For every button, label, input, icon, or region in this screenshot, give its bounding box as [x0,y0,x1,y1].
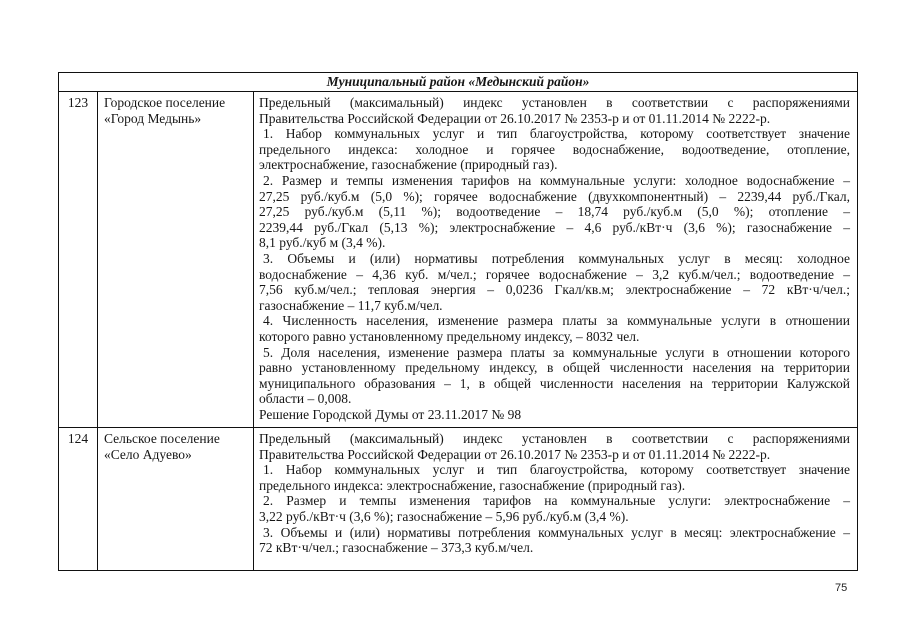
description-paragraph [259,525,850,556]
description-cell [254,92,858,427]
text-line: области – 0,008. [259,391,352,407]
tariff-table [58,72,858,571]
description-paragraph [259,431,850,462]
description-paragraph [259,407,850,423]
settlement-name-line: «Село Адуево» [104,446,192,462]
description-paragraph [259,345,850,407]
table-section-header [59,73,858,92]
settlement-name-line: «Город Медынь» [104,110,202,126]
text-line: 4. Численность населения, изменение размера платы за коммунальные услуги в отношении [263,313,850,329]
description-paragraph [259,95,850,126]
text-line: Правительства Российской Федерации от 26.10.2017 № 2353-р и от 01.11.2014 № 2222-р. [259,446,771,462]
text-line: 3. Объемы и (или) нормативы потребления коммунальных услуг в месяц: электроснабжение – [263,524,850,540]
text-line: Предельный (максимальный) индекс установлен в соответствии с распоряжениями [259,95,850,110]
description-paragraph [259,462,850,493]
text-line: которого равно установленному предельному индексу, – 8032 чел. [259,328,640,344]
text-line: 2. Размер и темпы изменения тарифов на коммунальные услуги: электроснабжение – [263,493,850,509]
description-paragraph [259,313,850,344]
text-line: водоснабжение – 4,36 куб. м/чел.; горячее водоснабжение – 3,2 куб.м/чел.; водоотведение – [259,266,850,282]
text-line: 27,25 руб./куб.м (5,0 %); горячее водоснабжение (двухкомпонентный) – 2239,44 руб./Гкал, [259,188,850,204]
settlement-name-line: Сельское поселение [104,431,220,446]
description-cell [254,428,858,570]
text-line: 27,25 руб./куб.м (5,11 %); водоотведение – 18,74 руб./куб.м (5,0 %); отопление – [259,204,850,220]
text-line: 8,1 руб./куб м (3,4 %). [259,235,386,251]
description-paragraph [259,126,850,173]
text-line: 2239,44 руб./Гкал (5,13 %); электроснабжение – 4,6 руб./кВт·ч (3,6 %); газоснабжение – [259,219,850,235]
text-line: предельного индекса: электроснабжение, газоснабжение (природный газ). [259,477,686,493]
text-line: 1. Набор коммунальных услуг и тип благоустройства, которому соответствует значение [263,462,850,478]
text-line: 2. Размер и темпы изменения тарифов на коммунальные услуги: холодное водоснабжение – [263,172,850,188]
settlement-cell [98,428,254,570]
row-number: 124 [67,431,89,446]
section-title: Муниципальный район «Медынский район» [326,74,590,89]
text-line: муниципального образования – 1, в общей численности населения на территории Калужской [259,375,850,391]
text-line: 1. Набор коммунальных услуг и тип благоустройства, которому соответствует значение [263,126,850,142]
text-line: Решение Городской Думы от 23.11.2017 № 98 [259,406,522,422]
table-row [59,428,858,571]
settlement-cell [98,92,254,427]
table-body [59,92,858,571]
settlement-name-line: Городское поселение [104,95,226,110]
page-number: 75 [835,582,848,594]
text-line: электроснабжение, газоснабжение (природный газ). [259,157,558,173]
text-line: предельного индекса: холодное и горячее водоснабжение, водоотведение, отопление, [259,141,850,157]
text-line: 3,22 руб./кВт·ч (3,6 %); газоснабжение – 5,96 руб./куб.м (3,4 %). [259,508,629,524]
text-line: равно установленному предельному индексу, в общей численности населения на территории [259,360,850,376]
table-row [59,92,858,428]
description-paragraph [259,493,850,524]
text-line: 5. Доля населения, изменение размера платы за коммунальные услуги в отношении которого [263,344,850,360]
row-number-cell [59,428,98,570]
row-number-cell [59,92,98,427]
text-line: 3. Объемы и (или) нормативы потребления коммунальных услуг в месяц: холодное [263,250,850,266]
text-line: Предельный (максимальный) индекс установлен в соответствии с распоряжениями [259,431,850,446]
text-line: 7,56 куб.м/чел.; тепловая энергия – 0,0236 Гкал/кв.м; электроснабжение – 72 кВт·ч/чел.; [259,282,850,298]
description-paragraph [259,173,850,251]
row-number: 123 [67,95,89,110]
text-line: Правительства Российской Федерации от 26.10.2017 № 2353-р и от 01.11.2014 № 2222-р. [259,110,771,126]
text-line: газоснабжение – 11,7 куб.м/чел. [259,297,443,313]
description-paragraph [259,251,850,313]
text-line: 72 кВт·ч/чел.; газоснабжение – 373,3 куб.м/чел. [259,540,534,556]
